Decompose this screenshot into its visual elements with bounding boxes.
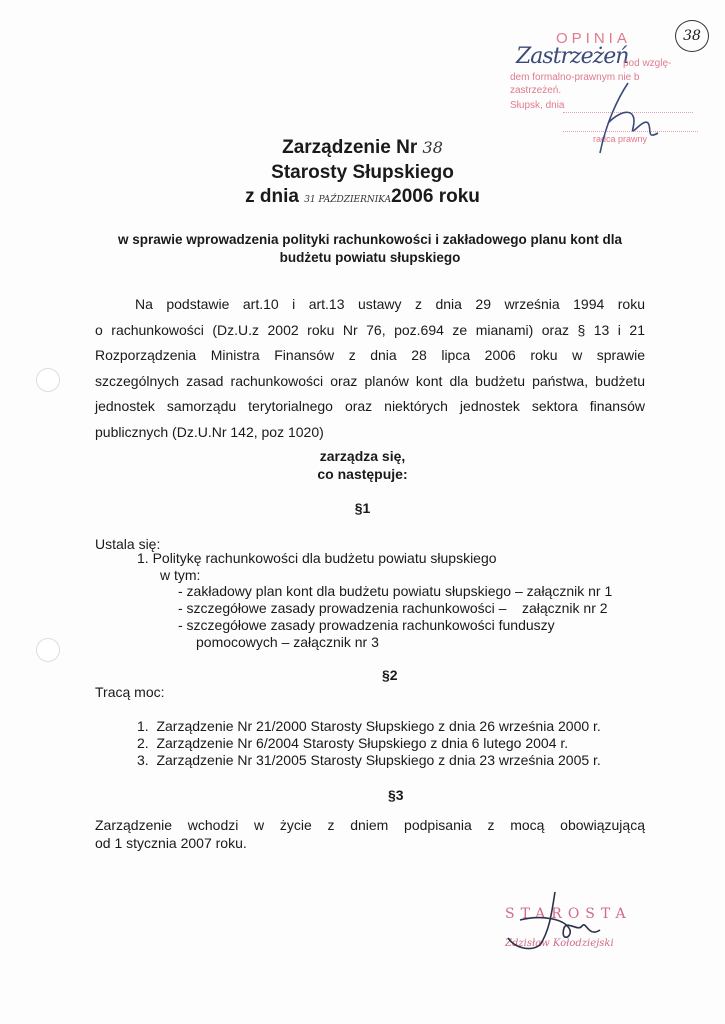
section-1-bullet-continued: pomocowych – załącznik nr 3 — [196, 634, 379, 650]
preamble-line: Na podstawie art.10 i art.13 ustawy z dnia 29 września 1994 roku — [135, 296, 645, 312]
section-2-item: 3. Zarządzenie Nr 31/2005 Starosty Słupskiego z dnia 23 września 2005 r. — [137, 752, 601, 768]
section-3-line: od 1 stycznia 2007 roku. — [95, 835, 247, 851]
title-date-suffix: 2006 roku — [391, 186, 480, 207]
title-line-1 — [0, 137, 725, 159]
title-prefix: Zarządzenie Nr — [282, 137, 418, 158]
corner-page-number: 38 — [675, 20, 709, 52]
preamble-line: Rozporządzenia Ministra Finansów z dnia 28 lipca 2006 roku w sprawie — [95, 347, 645, 364]
section-2-intro: Tracą moc: — [95, 684, 165, 700]
section-1-item-1: 1. Politykę rachunkowości dla budżetu powiatu słupskiego — [137, 550, 497, 566]
starosta-stamp-name: Zdzisław Kołodziejski — [505, 938, 614, 949]
stamp-line-3: zastrzeżeń. — [510, 85, 562, 96]
preamble-line: szczególnych zasad rachunkowości oraz planów kont dla budżetu państwa, budżetu — [95, 372, 645, 389]
stamp-line-4: Słupsk, dnia — [510, 100, 565, 111]
section-2-item: 1. Zarządzenie Nr 21/2000 Starosty Słupskiego z dnia 26 września 2000 r. — [137, 718, 601, 734]
decree-line-2: co następuje: — [317, 466, 408, 482]
stamp-line-1: pod wzglę- — [623, 58, 672, 69]
starosta-signature — [500, 890, 610, 955]
section-1-bullet: - szczegółowe zasady prowadzenia rachunkowości funduszy — [178, 617, 555, 633]
punch-hole-top — [36, 368, 60, 392]
subject-line-2: budżetu powiatu słupskiego — [279, 250, 461, 265]
preamble-line: publicznych (Dz.U.Nr 142, poz 1020) — [95, 423, 324, 440]
opinion-stamp — [498, 28, 708, 148]
starosta-stamp-title: STAROSTA — [505, 906, 632, 922]
section-2-item: 2. Zarządzenie Nr 6/2004 Starosty Słupskiego z dnia 6 lutego 2004 r. — [137, 735, 569, 751]
section-1-intro: Ustala się: — [95, 536, 161, 552]
subject-line-1: w sprawie wprowadzenia polityki rachunkowości i zakładowego planu kont dla — [117, 232, 623, 247]
punch-hole-bottom — [36, 638, 60, 662]
stamp-line-2: dem formalno-prawnym nie b — [510, 72, 640, 83]
section-3-heading: §3 — [388, 787, 404, 803]
title-line-3 — [0, 186, 725, 208]
stamp-handwritten-word: Zastrzeżeń — [516, 44, 629, 69]
section-3-paragraph — [95, 816, 645, 852]
section-2-heading: §2 — [382, 667, 398, 683]
title-number-handwritten: 38 — [422, 138, 443, 157]
title-date-prefix: z dnia — [245, 186, 299, 207]
preamble-line: o rachunkowości (Dz.U.z 2002 roku Nr 76, poz.694 ze mianami) oraz § 13 i 21 — [95, 321, 645, 338]
stamp-title: OPINIA — [556, 30, 631, 47]
title-line-2: Starosty Słupskiego — [271, 162, 454, 183]
section-1-item-1-sub: w tym: — [160, 567, 201, 583]
title-date-handwritten: 31 PAŹDZIERNIKA — [304, 195, 392, 205]
section-1-heading: §1 — [354, 500, 371, 516]
decree-line-1: zarządza się, — [319, 448, 406, 464]
preamble-paragraph — [95, 292, 645, 446]
preamble-line: jednostek samorządu terytorialnego oraz niektórych jednostek sektora finansów — [95, 398, 645, 415]
section-1-bullet: - szczegółowe zasady prowadzenia rachunkowości – załącznik nr 2 — [178, 600, 608, 616]
section-1-bullet: - zakładowy plan kont dla budżetu powiatu słupskiego – załącznik nr 1 — [178, 583, 613, 599]
section-3-line: Zarządzenie wchodzi w życie z dniem podpisania z mocą obowiązującą — [95, 817, 645, 833]
stamp-line-5: radca prawny — [593, 134, 648, 144]
